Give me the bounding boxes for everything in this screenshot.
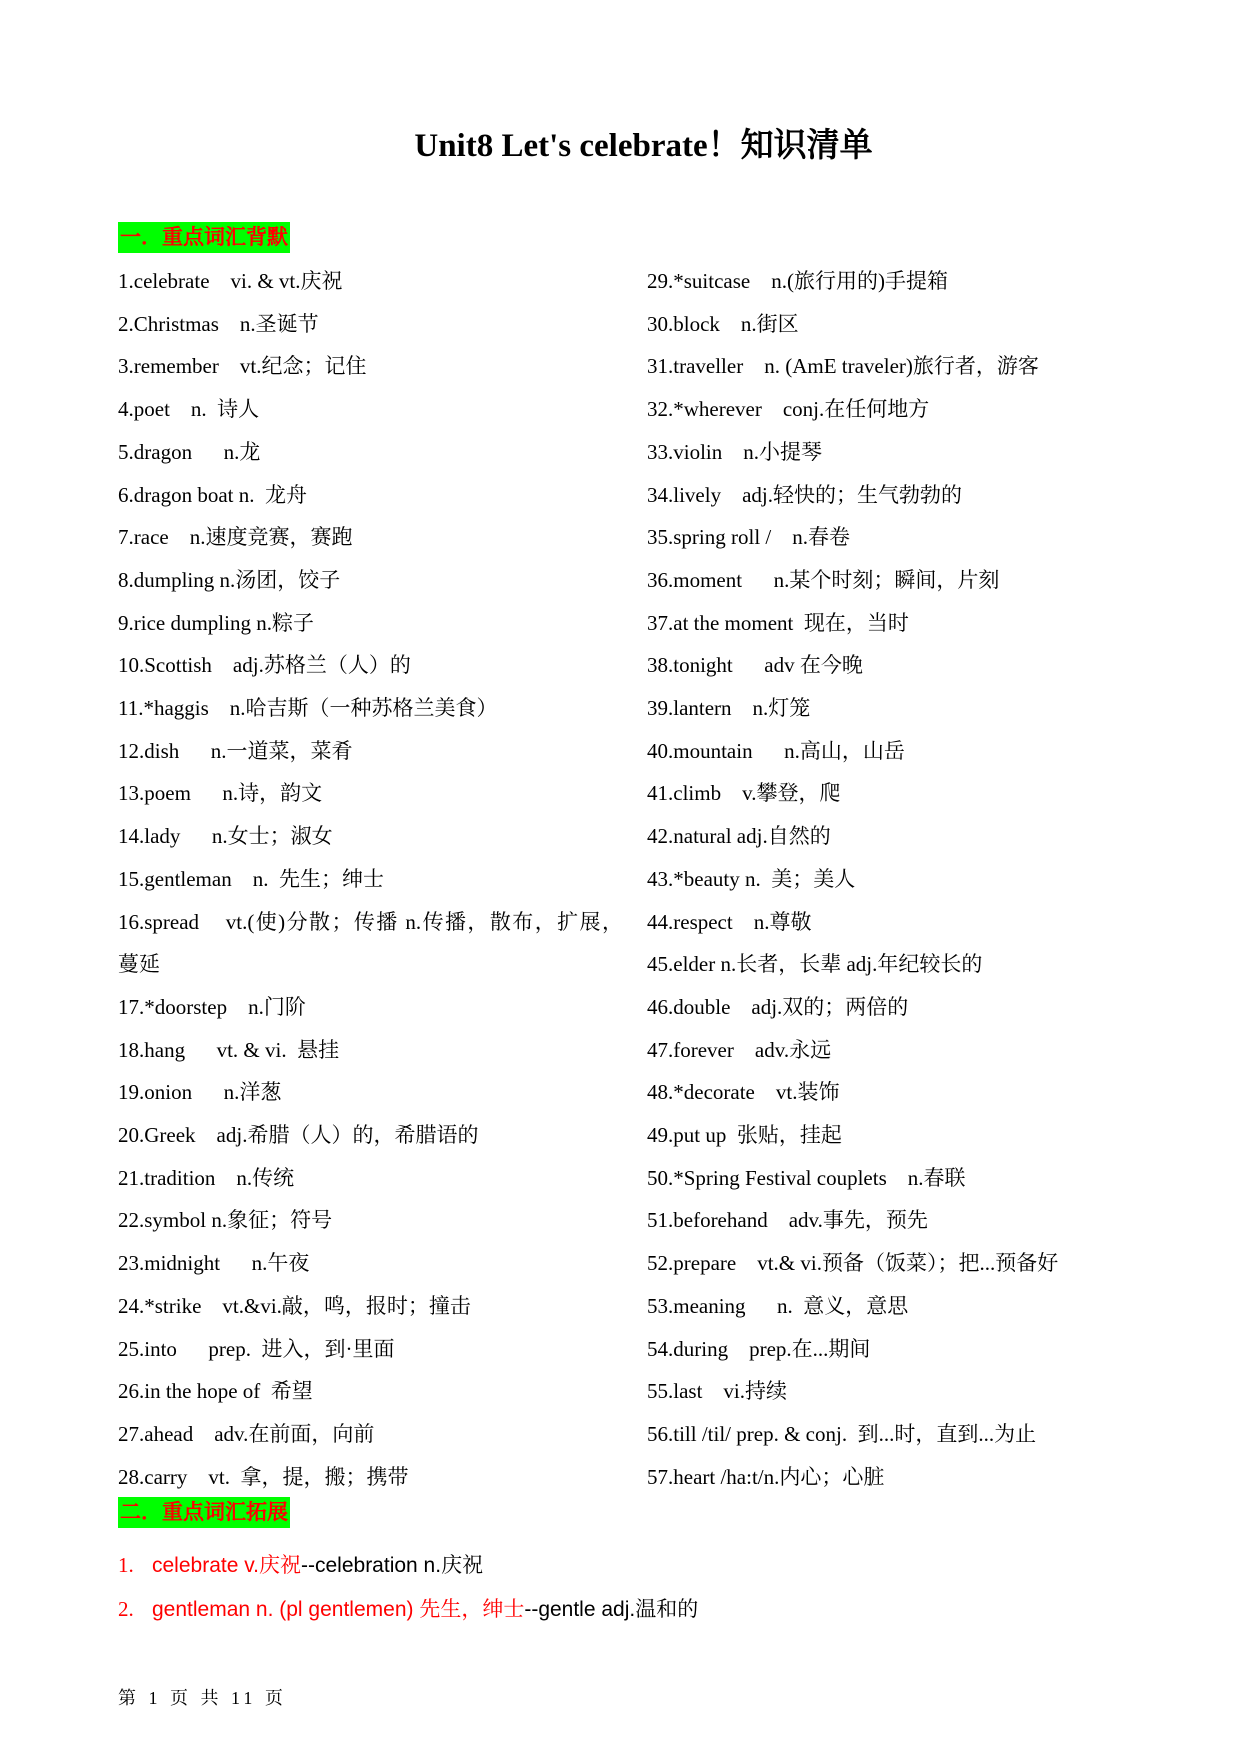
vocab-item: 41.climb v.攀登，爬 <box>647 781 841 806</box>
vocab-item: 26.in the hope of 希望 <box>118 1379 313 1404</box>
vocab-item: 47.forever adv.永远 <box>647 1037 832 1062</box>
vocab-list-left <box>118 260 623 1498</box>
vocab-item: 53.meaning n. 意义，意思 <box>647 1293 909 1318</box>
extension-headword: celebrate v.庆祝 <box>152 1554 301 1577</box>
vocab-item: 18.hang vt. & vi. 悬挂 <box>118 1037 340 1062</box>
vocab-item: 10.Scottish adj.苏格兰（人）的 <box>118 653 411 678</box>
vocab-item: 54.during prep.在...期间 <box>647 1336 871 1361</box>
extension-number: 1. <box>118 1553 134 1577</box>
vocab-item: 2.Christmas n.圣诞节 <box>118 311 319 336</box>
extension-list <box>118 1544 1118 1631</box>
section-heading-key-vocabulary: 一．重点词汇背默 <box>118 222 290 253</box>
vocab-item: 33.violin n.小提琴 <box>647 439 823 464</box>
extension-derived: --gentle adj.温和的 <box>524 1597 699 1621</box>
vocab-item: 7.race n.速度竞赛，赛跑 <box>118 525 353 550</box>
vocab-item: 12.dish n.一道菜，菜肴 <box>118 738 353 763</box>
vocab-item: 42.natural adj.自然的 <box>647 824 831 849</box>
vocab-item: 17.*doorstep n.门阶 <box>118 994 306 1019</box>
vocab-item: 38.tonight adv 在今晚 <box>647 653 863 678</box>
vocab-item: 1.celebrate vi. & vt.庆祝 <box>118 269 343 293</box>
vocab-item: 37.at the moment 现在，当时 <box>647 610 909 635</box>
vocab-item: 32.*wherever conj.在任何地方 <box>647 397 930 422</box>
page-title: Unit8 Let's celebrate！知识清单 <box>414 128 873 164</box>
vocab-item: 29.*suitcase n.(旅行用的)手提箱 <box>647 269 948 293</box>
vocab-item: 27.ahead adv.在前面，向前 <box>118 1421 375 1446</box>
vocab-item: 19.onion n.洋葱 <box>118 1080 282 1105</box>
vocab-item: 22.symbol n.象征；符号 <box>118 1208 333 1233</box>
vocab-item: 4.poet n. 诗人 <box>118 397 260 422</box>
page-footer: 第 1 页 共 11 页 <box>118 1688 287 1708</box>
section-heading-vocabulary-extension: 二．重点词汇拓展 <box>118 1497 290 1528</box>
vocab-item: 39.lantern n.灯笼 <box>647 696 811 721</box>
vocab-item: 28.carry vt. 拿，提，搬；携带 <box>118 1464 409 1489</box>
vocab-item: 50.*Spring Festival couplets n.春联 <box>647 1165 966 1190</box>
vocab-item: 3.remember vt.纪念；记住 <box>118 354 367 379</box>
vocab-item: 52.prepare vt.& vi.预备（饭菜）；把...预备好 <box>647 1251 1059 1276</box>
vocab-item: 20.Greek adj.希腊（人）的，希腊语的 <box>118 1123 479 1148</box>
vocab-item: 8.dumpling n.汤团，饺子 <box>118 567 341 592</box>
vocab-item: 14.lady n.女士；淑女 <box>118 824 333 849</box>
vocab-item-continuation: 蔓延 <box>118 952 160 977</box>
vocab-item: 48.*decorate vt.装饰 <box>647 1080 840 1105</box>
vocab-item: 24.*strike vt.&vi.敲，鸣，报时；撞击 <box>118 1293 471 1318</box>
vocab-item: 36.moment n.某个时刻；瞬间，片刻 <box>647 567 1000 592</box>
vocab-list-right <box>647 260 1147 1498</box>
vocab-item: 57.heart /ha:t/n.内心；心脏 <box>647 1464 885 1489</box>
vocab-item <box>118 901 623 986</box>
extension-item <box>118 1544 1118 1588</box>
extension-headword: gentleman n. (pl gentlemen) 先生，绅士 <box>152 1597 525 1621</box>
vocab-item: 13.poem n.诗，韵文 <box>118 781 323 806</box>
vocab-item: 45.elder n.长者，长辈 adj.年纪较长的 <box>647 952 983 977</box>
vocab-item: 40.mountain n.高山，山岳 <box>647 738 905 763</box>
extension-item <box>118 1588 1118 1632</box>
vocab-item: 15.gentleman n. 先生；绅士 <box>118 866 384 891</box>
vocab-item: 9.rice dumpling n.粽子 <box>118 610 314 635</box>
vocab-item: 6.dragon boat n. 龙舟 <box>118 482 307 507</box>
vocab-item: 21.tradition n.传统 <box>118 1165 295 1190</box>
extension-number: 2. <box>118 1596 134 1621</box>
vocab-item: 30.block n.街区 <box>647 311 799 336</box>
vocab-item: 23.midnight n.午夜 <box>118 1251 310 1276</box>
vocab-item: 25.into prep. 进入，到·里面 <box>118 1336 395 1361</box>
vocab-item: 43.*beauty n. 美；美人 <box>647 866 856 891</box>
vocab-item: 46.double adj.双的；两倍的 <box>647 994 909 1019</box>
vocab-item-line: 16.spread vt.(使)分散；传播 n.传播，散布，扩展， <box>118 909 623 934</box>
vocab-item: 51.beforehand adv.事先，预先 <box>647 1208 928 1233</box>
vocab-item: 55.last vi.持续 <box>647 1379 787 1404</box>
vocab-item: 5.dragon n.龙 <box>118 439 261 464</box>
vocab-item: 44.respect n.尊敬 <box>647 909 812 934</box>
vocab-item: 34.lively adj.轻快的；生气勃勃的 <box>647 482 962 507</box>
vocab-item: 49.put up 张贴，挂起 <box>647 1123 842 1148</box>
vocab-item: 56.till /til/ prep. & conj. 到...时，直到...为止 <box>647 1421 1037 1446</box>
vocab-item: 35.spring roll / n.春卷 <box>647 525 850 550</box>
vocab-item: 31.traveller n. (AmE traveler)旅行者，游客 <box>647 354 1039 379</box>
extension-derived: --celebration n.庆祝 <box>301 1554 484 1577</box>
vocab-item: 11.*haggis n.哈吉斯（一种苏格兰美食） <box>118 696 498 721</box>
